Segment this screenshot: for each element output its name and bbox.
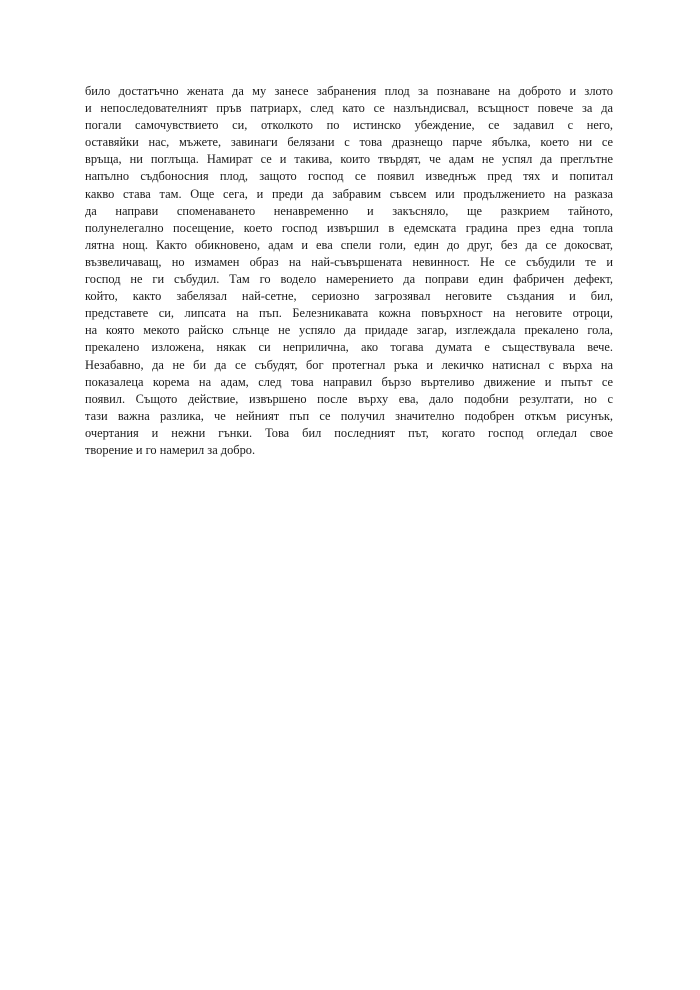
text-line: какво става там. Още сега, и преди да забравим съвсем или продължението на разказа	[85, 186, 613, 201]
text-line: било достатъчно жената да му занесе забранения плод за познаване на доброто и злото	[85, 84, 613, 98]
text-line: да направи споменаването ненавременно и закъсняло, ще разкрием тайното,	[85, 203, 613, 218]
text-line: лятна нощ. Както обикновено, адам и ева спели голи, един до друг, без да се докосват,	[85, 237, 613, 252]
text-line: прекалено изложена, някак си неприлична, ако тогава думата е съществувала вече.	[85, 340, 613, 355]
text-line: тази важна разлика, че нейният пъп се получил значително подобрен откъм рисунък,	[85, 408, 613, 423]
text-line: възвеличаващ, но измамен образ на най-съвършената невинност. Не се събудили те и	[85, 254, 613, 269]
text-line: представете си, липсата на пъп. Белезникавата кожна повърхност на неговите отроци,	[85, 306, 613, 321]
text-line: напълно съдбоносния плод, защото господ се появил изведнъж пред тях и попитал	[85, 169, 613, 184]
text-line: творение и го намерил за добро.	[85, 442, 256, 457]
text-line: показалеца корема на адам, след това направил бързо въртеливо движение и пъпът се	[85, 374, 613, 389]
text-line: и непоследователният пръв патриарх, след като се назлъндисвал, всъщност повече за да	[85, 101, 613, 116]
text-line: Незабавно, да не би да се събудят, бог протегнал ръка и лекичко натиснал с върха на	[85, 357, 613, 372]
text-line: появил. Същото действие, извършено после върху ева, дало подобни резултати, но с	[85, 391, 613, 406]
text-line: връща, ни поглъща. Намират се и такива, които твърдят, че адам не успял да преглътне	[85, 152, 613, 167]
text-line: който, както забелязал най-сетне, сериозно загрозявал неговите създания и бил,	[85, 289, 613, 304]
text-line: господ не ги събудил. Там го водело намерението да поправи един фабричен дефект,	[85, 272, 613, 287]
body-paragraph	[85, 83, 613, 459]
text-line: на която мекото райско слънце не успяло да придаде загар, изглеждала прекалено гола,	[85, 323, 613, 338]
text-line: оставяйки нас, мъжете, завинаги белязани с това дразнещо парче ябълка, което ни се	[85, 135, 613, 150]
text-line: полунелегално посещение, което господ извършил в едемската градина през една топла	[85, 220, 613, 235]
text-line: очертания и нежни гънки. Това бил последният път, когато господ огледал свое	[85, 425, 613, 440]
text-line: погали самочувствието си, отколкото по истинско убеждение, се задавил с него,	[85, 118, 613, 133]
